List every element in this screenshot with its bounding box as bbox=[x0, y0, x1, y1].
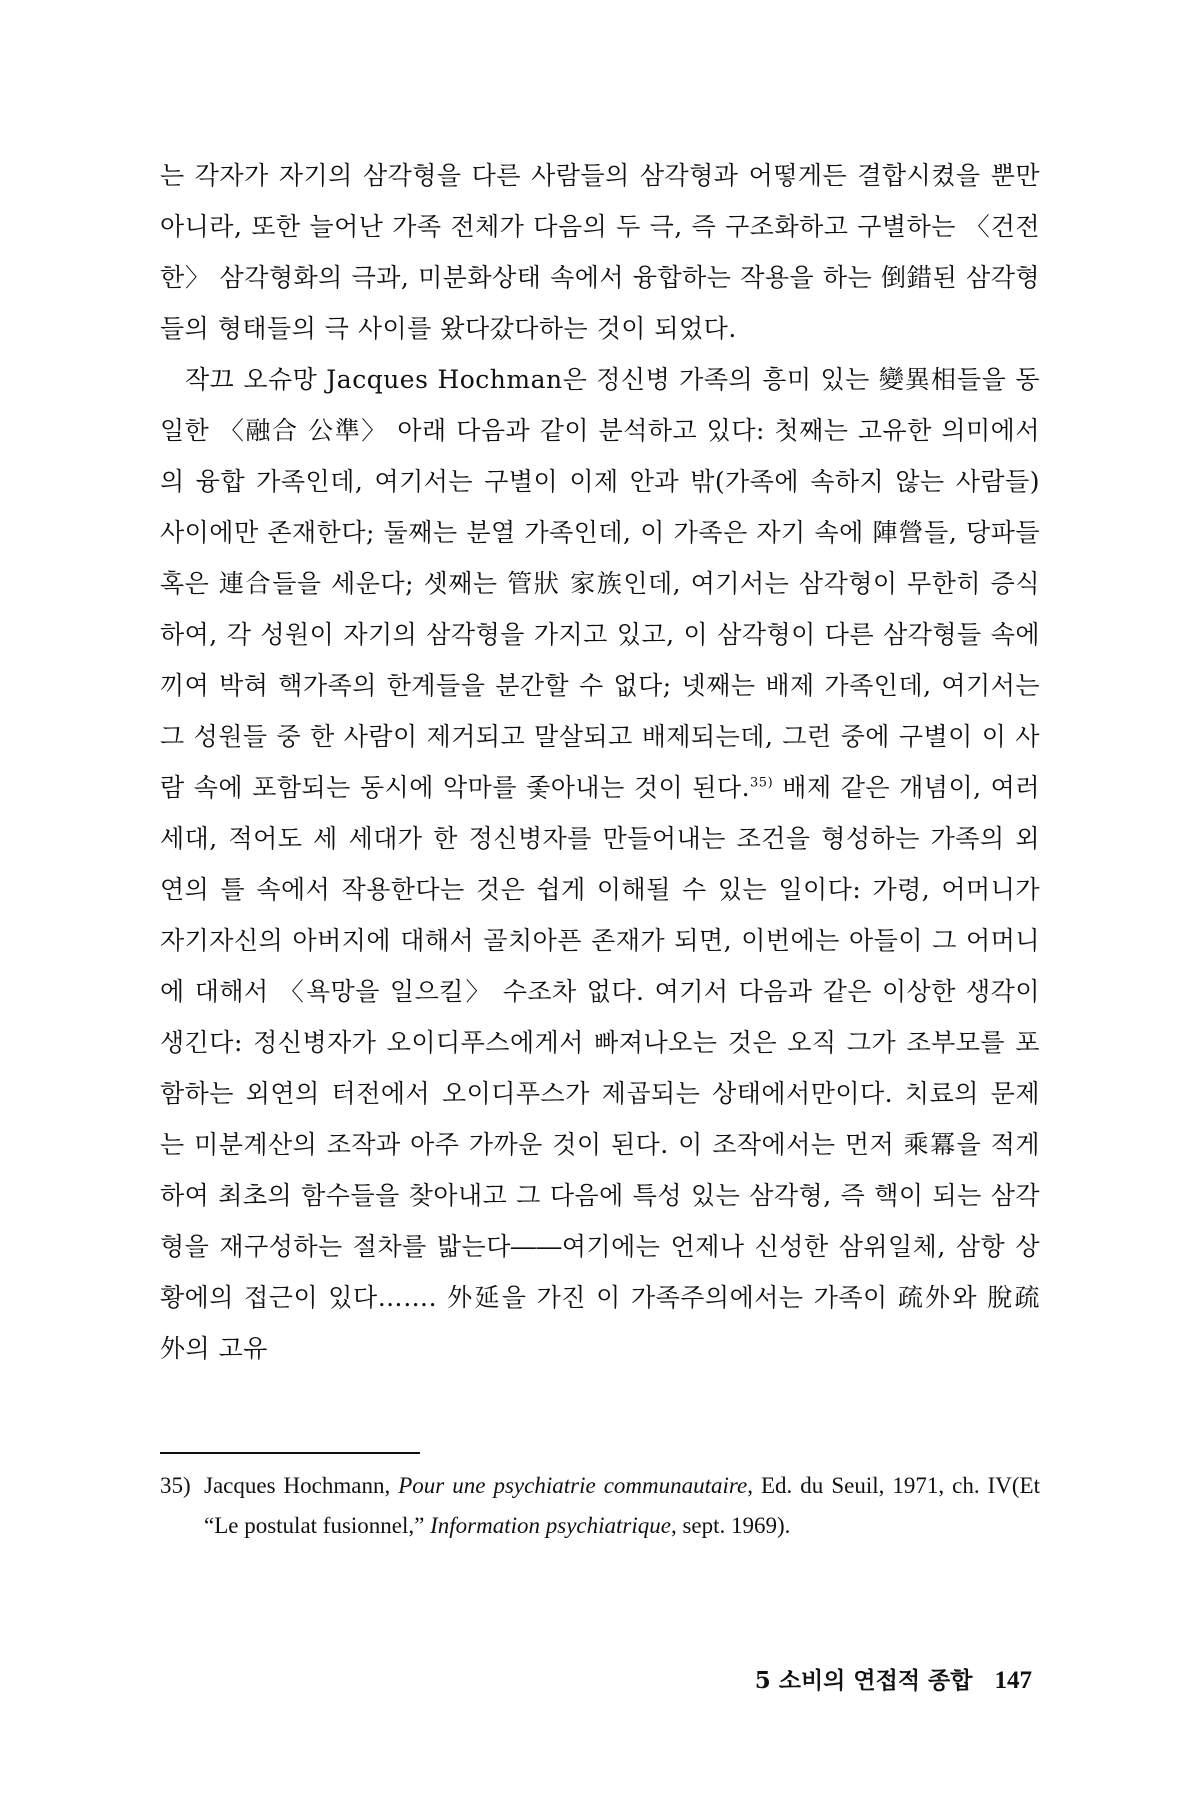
footnote-divider bbox=[160, 1452, 420, 1454]
body-text bbox=[160, 150, 1040, 1374]
footnote-citation-2: , sept. 1969). bbox=[670, 1513, 791, 1538]
footnote bbox=[160, 1466, 1040, 1546]
footnote-author: Jacques Hochmann, bbox=[204, 1473, 399, 1498]
footnote-journal-title: Information psychiatrique bbox=[430, 1513, 671, 1538]
footnote-book-title: Pour une psychiatrie communautaire bbox=[398, 1473, 748, 1498]
running-head: 5 소비의 연접적 종합 bbox=[754, 1667, 973, 1694]
paragraph-1: 는 각자가 자기의 삼각형을 다른 사람들의 삼각형과 어떻게든 결합시켰을 뿐만 아니라, 또한 늘어난 가족 전체가 다음의 두 극, 즉 구조화하고 구별하는 〈건전한〉 삼각형화의 극과, 미분화상태 속에서 융합하는 작용을 하는 倒錯된 삼각형들의 형태들의 극 사이를 왔다갔다하는 것이 되었다. bbox=[160, 161, 1040, 343]
footnote-reference: 35) bbox=[750, 775, 774, 791]
paragraph-2-part-a: 작끄 오슈망 Jacques Hochman은 정신병 가족의 흥미 있는 變異相들을 동일한 〈融合 公準〉 아래 다음과 같이 분석하고 있다: 첫째는 고유한 의미에서의 융합 가족인데, 여기서는 구별이 이제 안과 밖(가족에 속하지 않는 사람들) 사이에만 존재한다; 둘째는 분열 가족인데, 이 가족은 자기 속에 陣營들, 당파들 혹은 連合들을 세운다; 셋째는 管狀 家族인데, 여기서는 삼각형이 무한히 증식하여, 각 성원이 자기의 삼각형을 가지고 있고, 이 삼각형이 다른 삼각형들 속에 끼여 박혀 핵가족의 한계들을 분간할 수 없다; 넷째는 배제 가족인데, 여기서는 그 성원들 중 한 사람이 제거되고 말살되고 배제되는데, 그런 중에 구별이 이 사람 속에 포함되는 동시에 악마를 좇아내는 것이 된다. bbox=[160, 365, 1040, 802]
paragraph-2-part-b: 배제 같은 개념이, 여러 세대, 적어도 세 세대가 한 정신병자를 만들어내는 조건을 형성하는 가족의 외연의 틀 속에서 작용한다는 것은 쉽게 이해될 수 있는 일이다: 가령, 어머니가 자기자신의 아버지에 대해서 골치아픈 존재가 되면, 이번에는 아들이 그 어머니에 대해서 〈욕망을 일으킬〉 수조차 없다. 여기서 다음과 같은 이상한 생각이 생긴다: 정신병자가 오이디푸스에게서 빠져나오는 것은 오직 그가 조부모를 포함하는 외연의 터전에서 오이디푸스가 제곱되는 상태에서만이다. 치료의 문제는 미분계산의 조작과 아주 가까운 것이 된다. 이 조작에서는 먼저 乘冪을 적게 하여 최초의 함수들을 찾아내고 그 다음에 특성 있는 삼각형, 즉 핵이 되는 삼각형을 재구성하는 절차를 밟는다――여기에는 언제나 신성한 삼위일체, 삼항 상황에의 접근이 있다……. 外延을 가진 이 가족주의에서는 가족이 疏外와 脫疏外의 고유 bbox=[160, 773, 1040, 1363]
footnote-citation-1: , Ed. du Seuil, 1971, ch. IV(Et “Le postulat fusionnel,” bbox=[204, 1473, 1040, 1538]
page-number: 147 bbox=[994, 1667, 1032, 1694]
paragraph-2 bbox=[160, 354, 1040, 1374]
footnote-text bbox=[204, 1466, 1040, 1546]
running-footer bbox=[755, 1662, 1032, 1695]
footnote-number: 35) bbox=[160, 1473, 191, 1498]
